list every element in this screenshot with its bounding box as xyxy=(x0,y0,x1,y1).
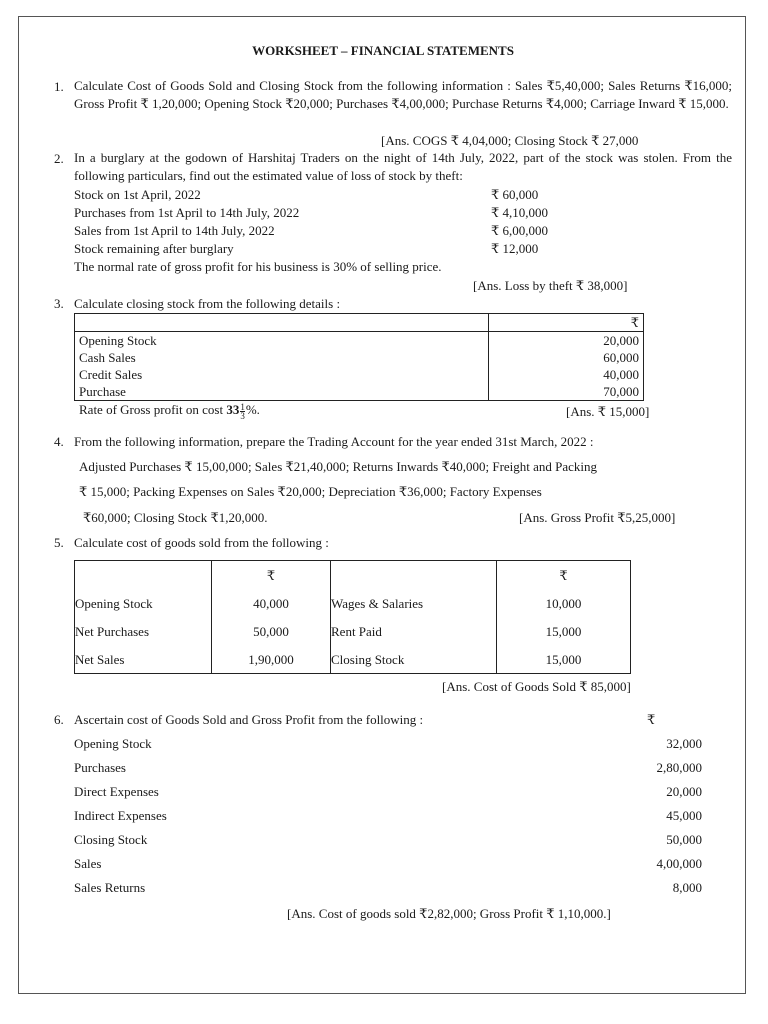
table-cell-value: 20,000 xyxy=(489,332,644,350)
q6-row-value: 32,000 xyxy=(666,736,702,751)
table-cell-label: Opening Stock xyxy=(75,590,212,618)
table-cell-label: Wages & Salaries xyxy=(331,590,497,618)
q2-row-label: Stock on 1st April, 2022 xyxy=(74,187,201,202)
q6-answer: [Ans. Cost of goods sold ₹2,82,000; Gross Profit ₹ 1,10,000.] xyxy=(287,906,611,921)
q3-table xyxy=(74,313,644,401)
q6-row-label: Closing Stock xyxy=(74,832,148,847)
table-row xyxy=(75,366,644,383)
q2-row-label: Sales from 1st April to 14th July, 2022 xyxy=(74,223,275,238)
currency-header: ₹ xyxy=(489,314,644,332)
rate-denominator: 3 xyxy=(240,410,245,421)
table-cell-value: 60,000 xyxy=(489,349,644,366)
q6-row-label: Direct Expenses xyxy=(74,784,159,799)
table-row xyxy=(75,561,631,590)
q2-row-value: ₹ 60,000 xyxy=(491,187,539,202)
q6-row-label: Purchases xyxy=(74,760,126,775)
q4-number: 4. xyxy=(54,434,64,449)
q3-number: 3. xyxy=(54,296,64,311)
table-cell-label: Purchase xyxy=(75,383,489,401)
table-cell-value: 1,90,000 xyxy=(212,646,331,674)
q6-row-value: 20,000 xyxy=(666,784,702,799)
q1-text: Calculate Cost of Goods Sold and Closing Stock from the following information : Sales ₹5,40,000; Sales Returns ₹16,000; Gross Profit ₹ 1,20,000; Opening Stock ₹20,000; Purchases ₹4,00,000; Purchase Returns ₹4,000; Carriage Inward ₹ 15,000. xyxy=(74,78,732,111)
q3-answer: [Ans. ₹ 15,000] xyxy=(566,404,650,419)
table-row xyxy=(75,590,631,618)
q4-answer: [Ans. Gross Profit ₹5,25,000] xyxy=(519,510,676,525)
q2-row-label: Purchases from 1st April to 14th July, 2022 xyxy=(74,205,300,220)
worksheet-page xyxy=(18,16,746,994)
table-row xyxy=(75,618,631,646)
table-cell-label: Net Sales xyxy=(75,646,212,674)
table-cell-label: Closing Stock xyxy=(331,646,497,674)
q1-number: 1. xyxy=(54,79,64,94)
table-cell-label: Net Purchases xyxy=(75,618,212,646)
rate-fraction xyxy=(240,403,245,420)
q4-line: ₹60,000; Closing Stock ₹1,20,000. xyxy=(83,510,268,525)
q6-row-value: 50,000 xyxy=(666,832,702,847)
q6-text: Ascertain cost of Goods Sold and Gross Profit from the following : xyxy=(74,712,424,727)
currency-header: ₹ xyxy=(212,561,331,590)
q6-row-value: 8,000 xyxy=(672,880,702,895)
table-cell-label: Opening Stock xyxy=(75,332,489,350)
q2-row-value: ₹ 12,000 xyxy=(491,241,539,256)
q5-text: Calculate cost of goods sold from the following : xyxy=(74,535,329,550)
table-row xyxy=(75,383,644,401)
q6-row-value: 45,000 xyxy=(666,808,702,823)
q2-number: 2. xyxy=(54,151,64,166)
q6-row-label: Sales xyxy=(74,856,102,871)
q4-text: From the following information, prepare the Trading Account for the year ended 31st March, 2022 : xyxy=(74,434,594,449)
q6-row-label: Indirect Expenses xyxy=(74,808,167,823)
rate-suffix: %. xyxy=(245,402,260,417)
q6-row-label: Opening Stock xyxy=(74,736,152,751)
table-cell-label: Rent Paid xyxy=(331,618,497,646)
table-cell-value: 15,000 xyxy=(497,646,631,674)
currency-header: ₹ xyxy=(497,561,631,590)
table-cell-label: Credit Sales xyxy=(75,366,489,383)
rate-numerator: 1 xyxy=(240,401,245,412)
q5-number: 5. xyxy=(54,535,64,550)
q6-currency-header: ₹ xyxy=(647,712,656,727)
q4-line: ₹ 15,000; Packing Expenses on Sales ₹20,000; Depreciation ₹36,000; Factory Expenses xyxy=(79,484,542,499)
q2-note: The normal rate of gross profit for his business is 30% of selling price. xyxy=(74,259,442,274)
q6-number: 6. xyxy=(54,712,64,727)
rate-whole: 33 xyxy=(226,402,240,417)
q3-text: Calculate closing stock from the following details : xyxy=(74,296,341,311)
q2-row-label: Stock remaining after burglary xyxy=(74,241,234,256)
table-row xyxy=(75,314,644,332)
table-cell-value: 40,000 xyxy=(212,590,331,618)
table-cell-label: Cash Sales xyxy=(75,349,489,366)
table-row xyxy=(75,332,644,350)
q2-text: In a burglary at the godown of Harshitaj Traders on the night of 14th July, 2022, part of the stock was stolen. From the following particulars, find out the estimated value of loss of stock by theft: xyxy=(74,150,732,183)
q1-answer: [Ans. COGS ₹ 4,04,000; Closing Stock ₹ 27,000 xyxy=(381,133,639,148)
rate-prefix: Rate of Gross profit on cost xyxy=(79,402,224,417)
page-title: WORKSHEET – FINANCIAL STATEMENTS xyxy=(252,43,514,58)
q2-row-value: ₹ 4,10,000 xyxy=(491,205,549,220)
q2-answer: [Ans. Loss by theft ₹ 38,000] xyxy=(473,278,628,293)
q2-row-value: ₹ 6,00,000 xyxy=(491,223,549,238)
table-cell-value: 70,000 xyxy=(489,383,644,401)
q6-row-value: 4,00,000 xyxy=(656,856,702,871)
table-cell-value: 15,000 xyxy=(497,618,631,646)
table-cell-value: 40,000 xyxy=(489,366,644,383)
table-row xyxy=(75,646,631,674)
q3-gross-profit-rate xyxy=(79,402,260,420)
table-cell-value: 10,000 xyxy=(497,590,631,618)
q5-table xyxy=(74,560,631,674)
table-row xyxy=(75,349,644,366)
q6-row-value: 2,80,000 xyxy=(656,760,702,775)
q4-line: Adjusted Purchases ₹ 15,00,000; Sales ₹21,40,000; Returns Inwards ₹40,000; Freight and Packing xyxy=(79,459,598,474)
table-cell-value: 50,000 xyxy=(212,618,331,646)
q6-row-label: Sales Returns xyxy=(74,880,146,895)
q5-answer: [Ans. Cost of Goods Sold ₹ 85,000] xyxy=(442,679,631,694)
